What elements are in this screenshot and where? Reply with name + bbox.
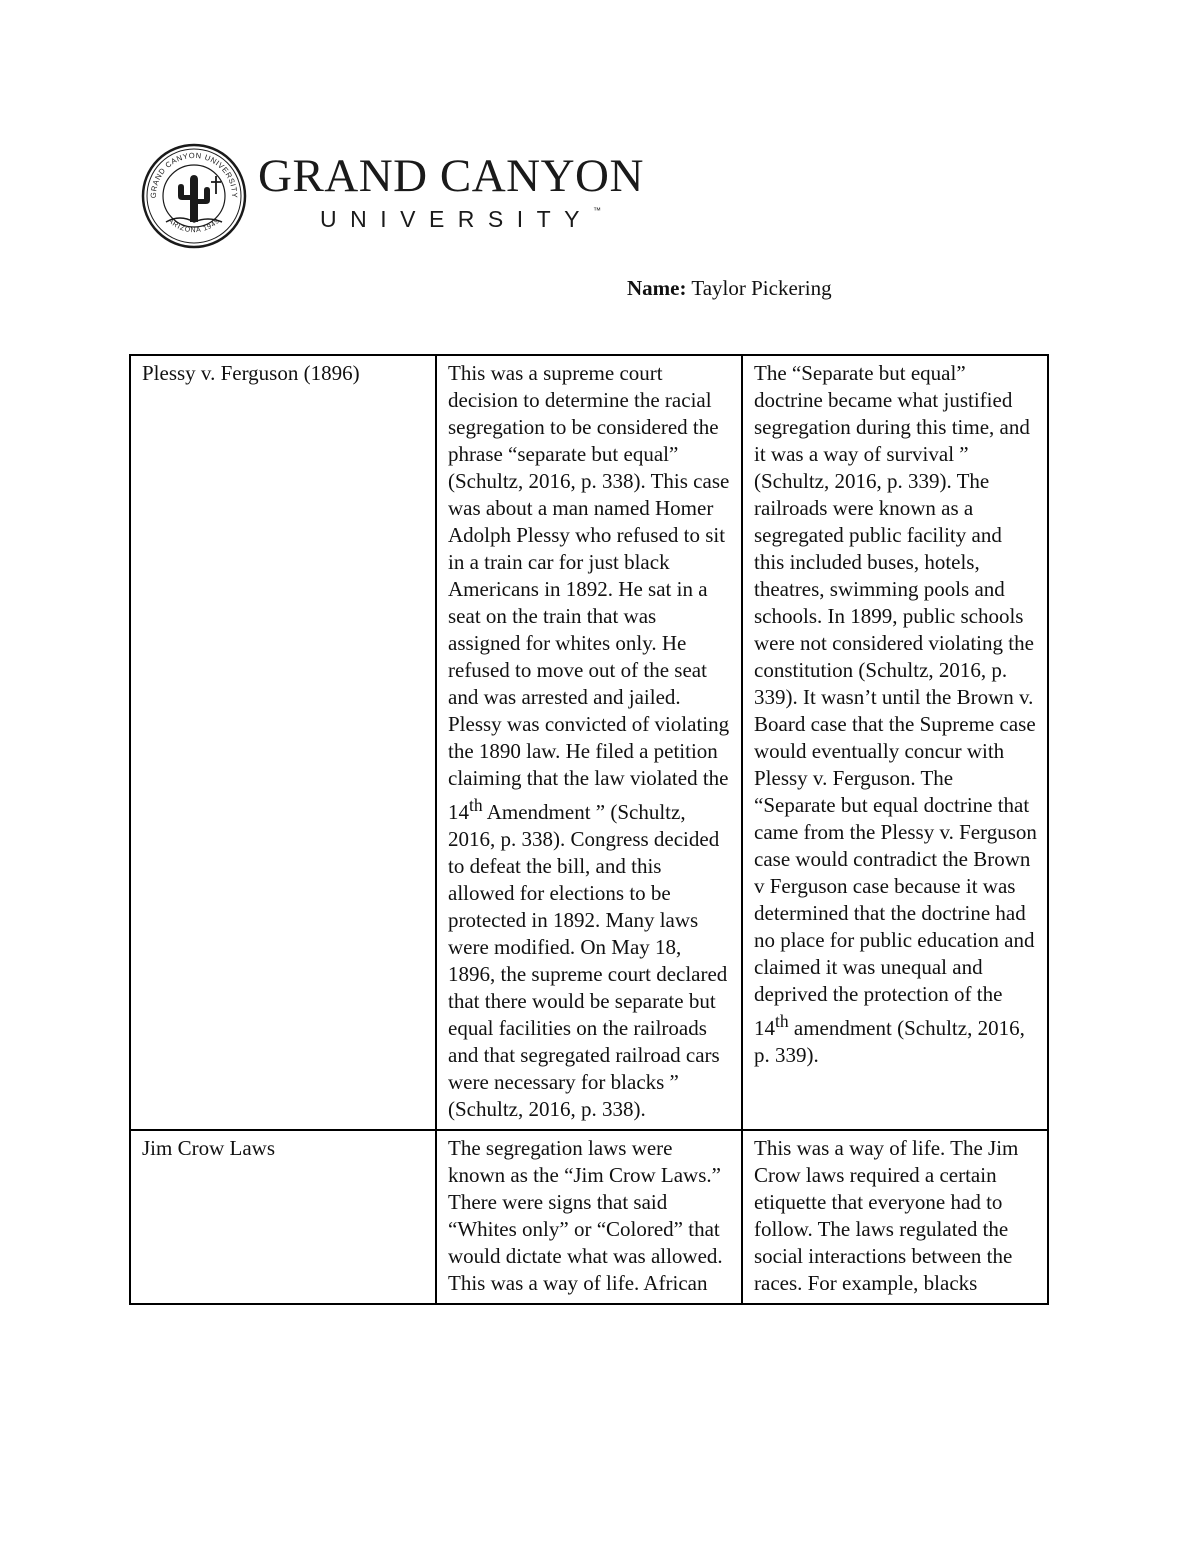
table-row [130,355,1048,1130]
table-row [130,1130,1048,1304]
svg-text:ARIZONA 1949: ARIZONA 1949 [166,217,222,235]
description-text-continued: Amendment ” (Schultz, 2016, p. 338). Congress decided to defeat the bill, and this allowed for elections to be protected in 1892. Many laws were modified. On May 18, 1896, the supreme court declared that there would be separate but equal facilities on the railroads and that segregated railroad cars were necessary for blacks ” (Schultz, 2016, p. 338). [448,800,728,1121]
significance-text: The “Separate but equal” doctrine became what justified segregation during this time, and it was a way of survival ” (Schultz, 2016, p. 339). The railroads were known as a segregated public facility and this included buses, hotels, theatres, swimming pools and schools. In 1899, public schools were not considered violating the constitution (Schultz, 2016, p. 339). It wasn’t until the Brown v. Board case that the Supreme case would eventually concur with Plessy v. Ferguson. The “Separate but equal doctrine that came from the Plessy v. Ferguson case would contradict the Brown v Ferguson case because it was determined that the doctrine had no place for public education and claimed it was unequal and deprived the protection of the 14 [754,361,1037,1040]
significance-cell [742,1130,1048,1304]
trademark-symbol: ™ [593,206,602,215]
wordmark-university: UNIVERSITY [320,206,594,232]
name-label: Name: [627,276,687,300]
description-text: The segregation laws were known as the “Jim Crow Laws.” There were signs that said “Whites only” or “Colored” that would dictate what was allowed. This was a way of life. African [448,1136,723,1295]
significance-text-continued: amendment (Schultz, 2016, p. 339). [754,1016,1025,1067]
description-cell [436,355,742,1130]
student-name-line [627,276,832,301]
significance-text: This was a way of life. The Jim Crow laws required a certain etiquette that everyone had to follow. The laws regulated the social interactions between the races. For example, blacks [754,1136,1019,1295]
university-logo [140,142,644,250]
wordmark-name: GRAND CANYON [258,150,644,202]
topic-cell [130,355,436,1130]
significance-cell [742,355,1048,1130]
university-seal-icon [140,142,248,250]
description-cell [436,1130,742,1304]
wordmark-subtitle [320,206,644,233]
wordmark [258,150,644,233]
topic-cell [130,1130,436,1304]
topic-text: Jim Crow Laws [142,1136,275,1160]
name-value: Taylor Pickering [691,276,832,300]
ordinal-suffix: th [469,795,483,815]
topic-text: Plessy v. Ferguson (1896) [142,361,360,385]
ordinal-suffix: th [775,1011,789,1031]
assignment-table [129,354,1049,1305]
svg-text:GRAND CANYON UNIVERSITY: GRAND CANYON UNIVERSITY [148,150,240,199]
description-text: This was a supreme court decision to determine the racial segregation to be considered the phrase “separate but equal” (Schultz, 2016, p. 338). This case was about a man named Homer Adolph Plessy who refused to sit in a train car for just black Americans in 1892. He sat in a seat on the train that was assigned for whites only. He refused to move out of the seat and was arrested and jailed. Plessy was convicted of violating the 1890 law. He filed a petition claiming that the law violated the 14 [448,361,730,824]
